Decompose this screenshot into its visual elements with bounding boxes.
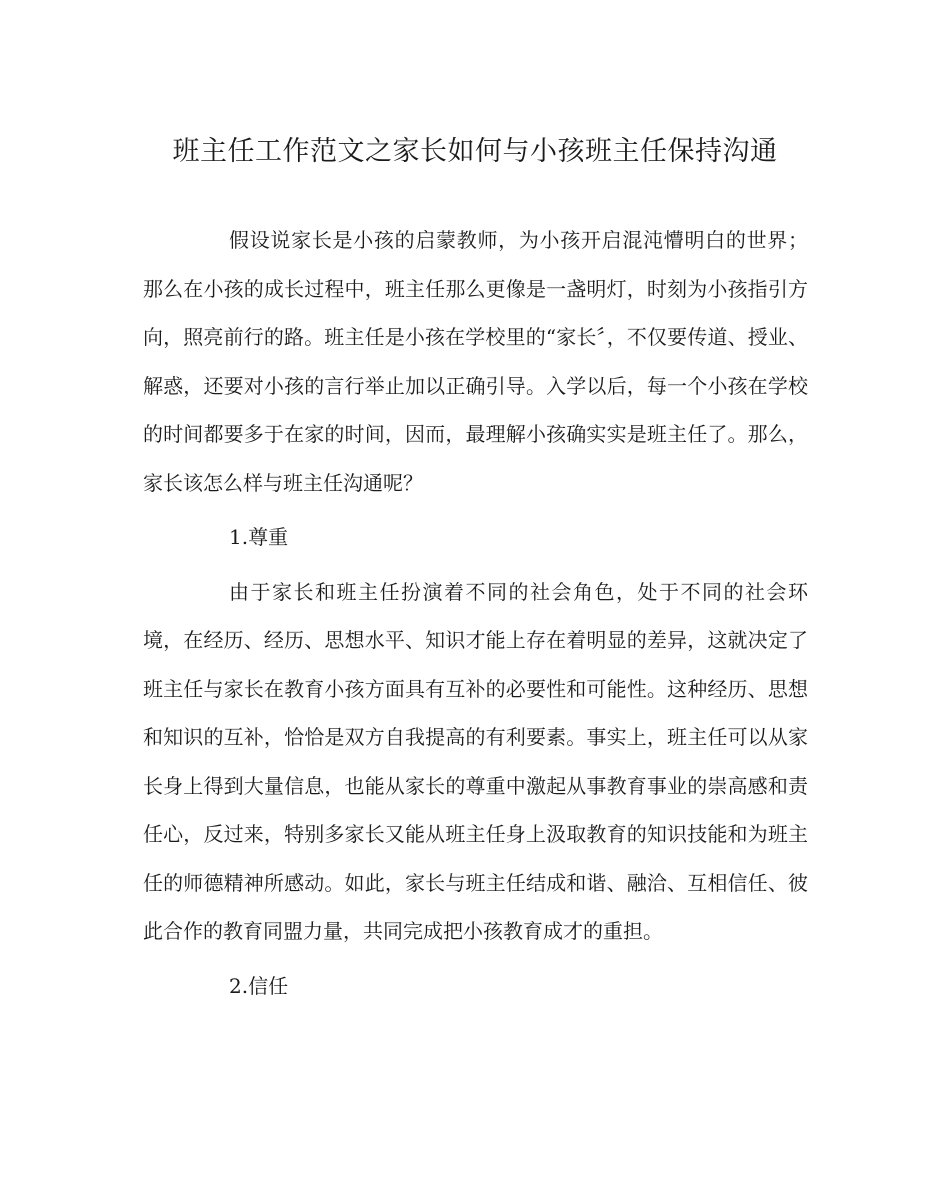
section-heading-respect: 1.尊重 — [229, 525, 289, 549]
intro-paragraph: 假设说家长是小孩的启蒙教师，为小孩开启混沌懵明白的世界；那么在小孩的成长过程中，班主任那么更像是一盏明灯，时刻为小孩指引方向，照亮前行的路。班主任是小孩在学校里的“家长〞，不仅要传道、授业、解惑，还要对小孩的言行举止加以正确引导。入学以后，每一个小孩在学校的时间都要多于在家的时间，因而，最理解小孩确实实是班主任了。那么，家长该怎么样与班主任沟通呢？ — [143, 228, 808, 495]
document-title: 班主任工作范文之家长如何与小孩班主任保持沟通 — [172, 136, 778, 167]
document-body — [143, 216, 808, 1010]
section-heading-trust: 2.信任 — [229, 973, 289, 998]
section-paragraph-respect: 由于家长和班主任扮演着不同的社会角色，处于不同的社会环境，在经历、经历、思想水平、知识才能上存在着明显的差异，这就决定了班主任与家长在教育小孩方面具有互补的必要性和可能性。这种经历、思想和知识的互补，恰恰是双方自我提高的有利要素。事实上，班主任可以从家长身上得到大量信息，也能从家长的尊重中激起从事教育事业的崇高感和责任心，反过来，特别多家长又能从班主任身上汲取教育的知识技能和为班主任的师德精神所感动。如此，家长与班主任结成和谐、融洽、互相信任、彼此合作的教育同盟力量，共同完成把小孩教育成才的重担。 — [143, 579, 808, 943]
